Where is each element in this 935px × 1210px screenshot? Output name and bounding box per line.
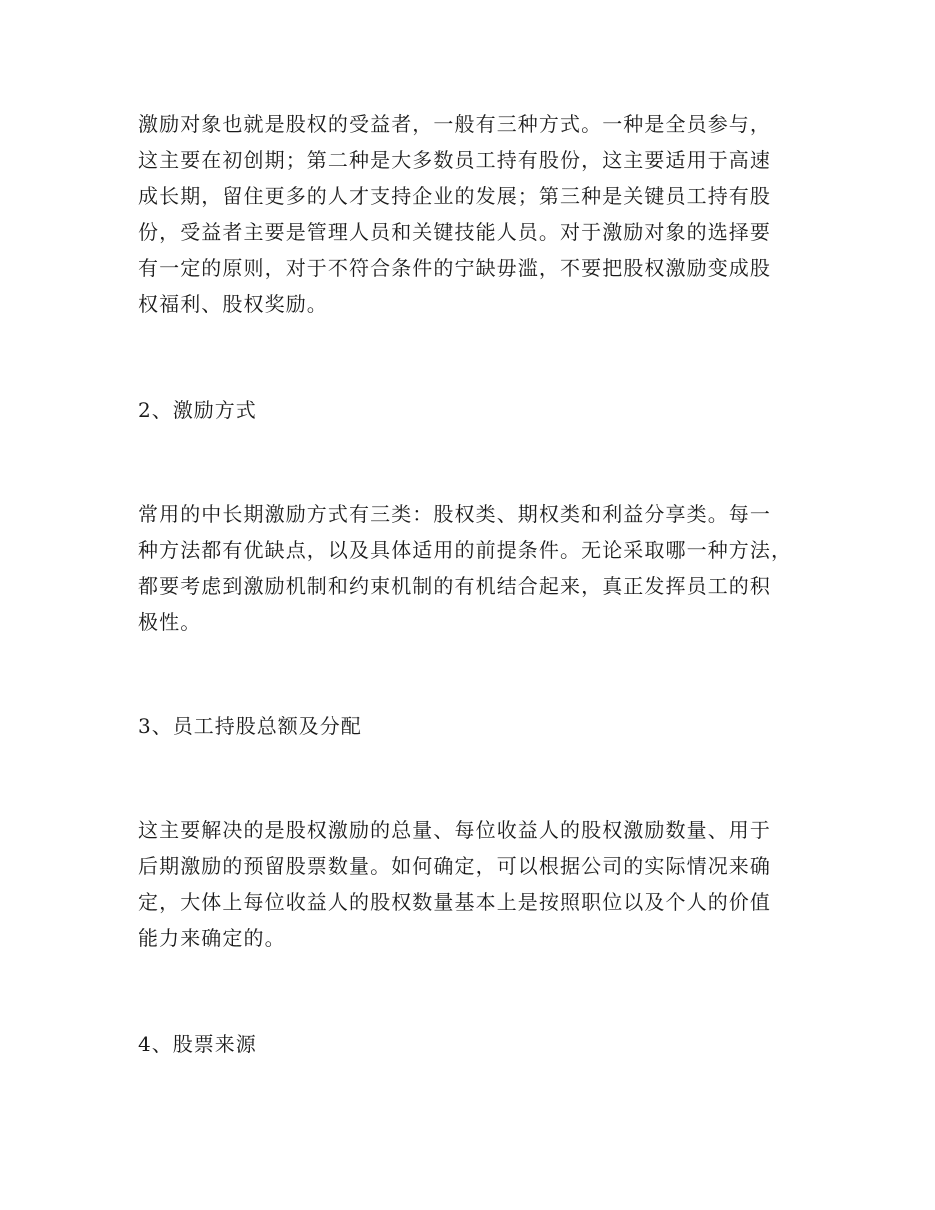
text-line: 这主要解决的是股权激励的总量、每位收益人的股权激励数量、用于 bbox=[138, 818, 771, 842]
text-line: 极性。 bbox=[138, 610, 202, 634]
section-heading-incentive-methods: 2、激励方式 bbox=[138, 398, 257, 422]
section-heading-share-source: 4、股票来源 bbox=[138, 1032, 257, 1056]
text-line: 常用的中长期激励方式有三类：股权类、期权类和利益分享类。每一 bbox=[138, 502, 771, 526]
text-line: 成长期，留住更多的人才支持企业的发展；第三种是关键员工持有股 bbox=[138, 184, 771, 208]
text-line: 定，大体上每位收益人的股权数量基本上是按照职位以及个人的价值 bbox=[138, 890, 771, 914]
text-line: 都要考虑到激励机制和约束机制的有机结合起来，真正发挥员工的积 bbox=[138, 574, 771, 598]
text-line: 能力来确定的。 bbox=[138, 926, 286, 950]
text-line: 份，受益者主要是管理人员和关键技能人员。对于激励对象的选择要 bbox=[138, 220, 771, 244]
text-line: 后期激励的预留股票数量。如何确定，可以根据公司的实际情况来确 bbox=[138, 854, 771, 878]
text-line: 这主要在初创期；第二种是大多数员工持有股份，这主要适用于高速 bbox=[138, 148, 771, 172]
text-line: 权福利、股权奖励。 bbox=[138, 292, 328, 316]
text-line: 种方法都有优缺点，以及具体适用的前提条件。无论采取哪一种方法， bbox=[138, 538, 793, 562]
text-line: 有一定的原则，对于不符合条件的宁缺毋滥，不要把股权激励变成股 bbox=[138, 256, 771, 280]
section-heading-share-allocation: 3、员工持股总额及分配 bbox=[138, 714, 362, 738]
text-line: 激励对象也就是股权的受益者，一般有三种方式。一种是全员参与， bbox=[138, 112, 771, 136]
